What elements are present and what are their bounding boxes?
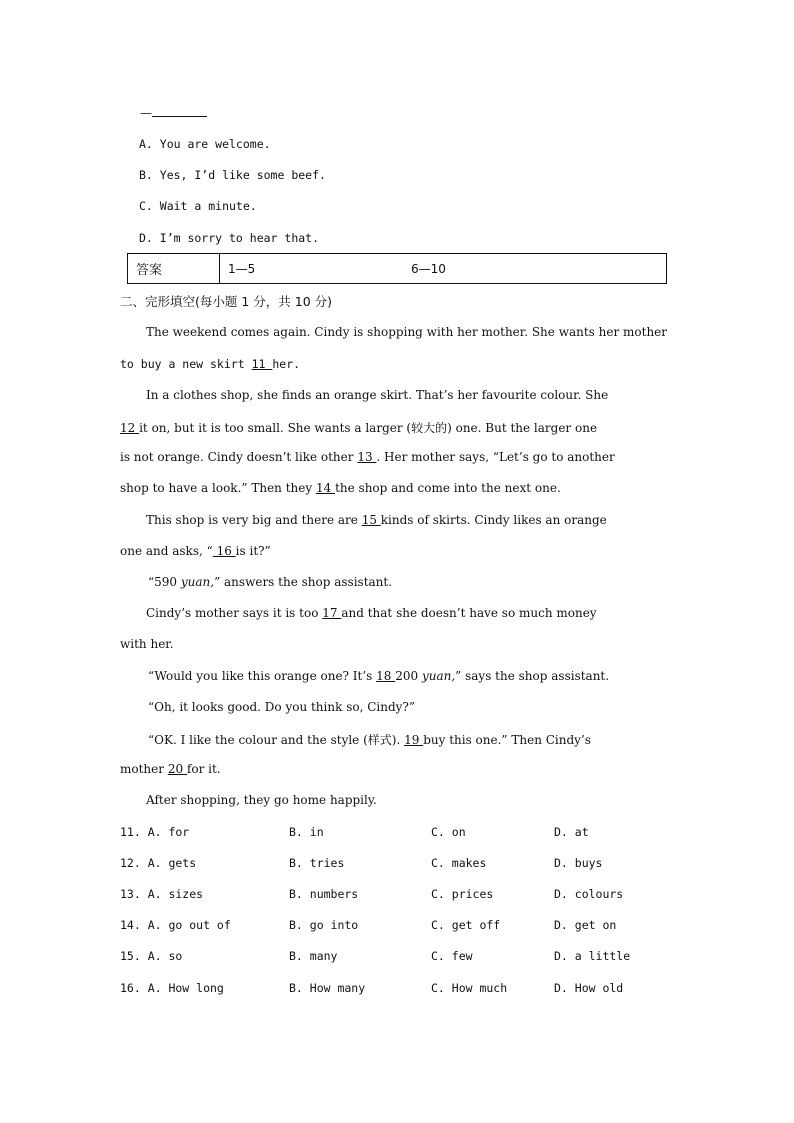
answer-ranges	[220, 254, 667, 284]
passage-line-8: one and asks, “ 16 is it?”	[120, 544, 271, 558]
passage-line-4: 12 it on, but it is too small. She wants a larger (较大的) one. But the larger one	[120, 421, 598, 435]
section-title: 二、完形填空(每小题 1 分，共 10 分)	[120, 294, 333, 309]
blank-16: 16	[212, 544, 236, 558]
passage-line-6: shop to have a look.” Then they 14 the shop and come into the next one.	[120, 481, 561, 495]
passage-line-12: “Would you like this orange one? It’s 18 200 yuan,” says the shop assistant.	[148, 669, 610, 683]
blank-17: 17	[322, 606, 342, 620]
passage-line-5: is not orange. Cindy doesn’t like other 13 . Her mother says, “Let’s go to another	[120, 450, 615, 464]
option-a: A. You are welcome.	[139, 137, 271, 151]
option-d: D. I’m sorry to hear that.	[139, 231, 320, 245]
blank-12: 12	[120, 421, 140, 435]
range-1-5: 1—5	[228, 261, 256, 276]
passage-line-16: After shopping, they go home happily.	[146, 793, 377, 807]
blank-15: 15	[361, 513, 381, 527]
answer-blank-line	[140, 104, 207, 120]
passage-line-15: mother 20 for it.	[120, 762, 221, 776]
option-b: B. Yes, I’d like some beef.	[139, 168, 326, 182]
passage-line-11: with her.	[120, 637, 174, 651]
dash: —	[140, 106, 152, 120]
passage-line-13: “Oh, it looks good. Do you think so, Cindy?”	[148, 700, 415, 714]
answer-label: 答案	[128, 254, 220, 284]
range-6-10: 6—10	[410, 261, 446, 276]
blank-13: 13	[357, 450, 377, 464]
passage-line-10: Cindy’s mother says it is too 17 and that she doesn’t have so much money	[146, 606, 597, 620]
passage-line-2: to buy a new skirt 11 her.	[120, 357, 301, 371]
exam-page: — A. You are welcome. B. Yes, I’d like some beef. C. Wait a minute. D. I’m sorry to hear that. 答案 1—5 6—10 二、完形填空(每小题 1 分，共 10 分) The weekend comes again. Cindy is shopping with her mother. She wants her mother to buy a new skirt 11 her. In a clothes shop, she finds an orange skirt. That’s her favourite colour. She 12 it on, but it is too small. She wants a larger (较大的) one. But the larger one is not orange. Cindy doesn’t like other 13 . Her mother says, “Let’s go to another shop to have a look.” Then they 14 the shop and come into the next one. This shop is very big and there are 15 kinds of skirts. Cindy likes an orange one and asks, “ 16 is it?” “590 yuan,” answers the shop assistant. Cindy’s mother says it is too 17 and that she doesn’t have so much money with her. “Would you like this orange one? It’s 18 200 yuan,” says the shop assistant. “Oh, it looks good. Do you think so, Cindy?” “OK. I like the colour and the style (样式). 19 buy this one.” Then Cindy’s mother 20 for it. After shopping, they go home happily. 11. A. for B. in C. on D. at 12. A. gets B. tries C. makes D. buys 13. A. sizes B. numbers C. prices D. colours 14. A. go out of B. go into C. get off D. get on 15. A. so B. many C. few D. a little 16. A. How long B. How many C. How much D. How old	[120, 106, 668, 995]
blank-11: 11	[251, 357, 273, 371]
passage-line-7: This shop is very big and there are 15 kinds of skirts. Cindy likes an orange	[146, 513, 607, 527]
blank-20: 20	[167, 762, 187, 776]
option-c: C. Wait a minute.	[139, 199, 257, 213]
blank-19: 19	[404, 733, 424, 747]
blank-underline	[152, 104, 207, 117]
blank-18: 18	[376, 669, 396, 683]
passage-line-14: “OK. I like the colour and the style (样式). 19 buy this one.” Then Cindy’s	[148, 733, 591, 747]
answer-table	[127, 253, 667, 284]
passage-line-1: The weekend comes again. Cindy is shopping with her mother. She wants her mother	[146, 325, 668, 339]
passage-line-9: “590 yuan,” answers the shop assistant.	[148, 575, 393, 589]
passage-line-3: In a clothes shop, she finds an orange skirt. That’s her favourite colour. She	[146, 388, 609, 402]
blank-14: 14	[315, 481, 336, 495]
